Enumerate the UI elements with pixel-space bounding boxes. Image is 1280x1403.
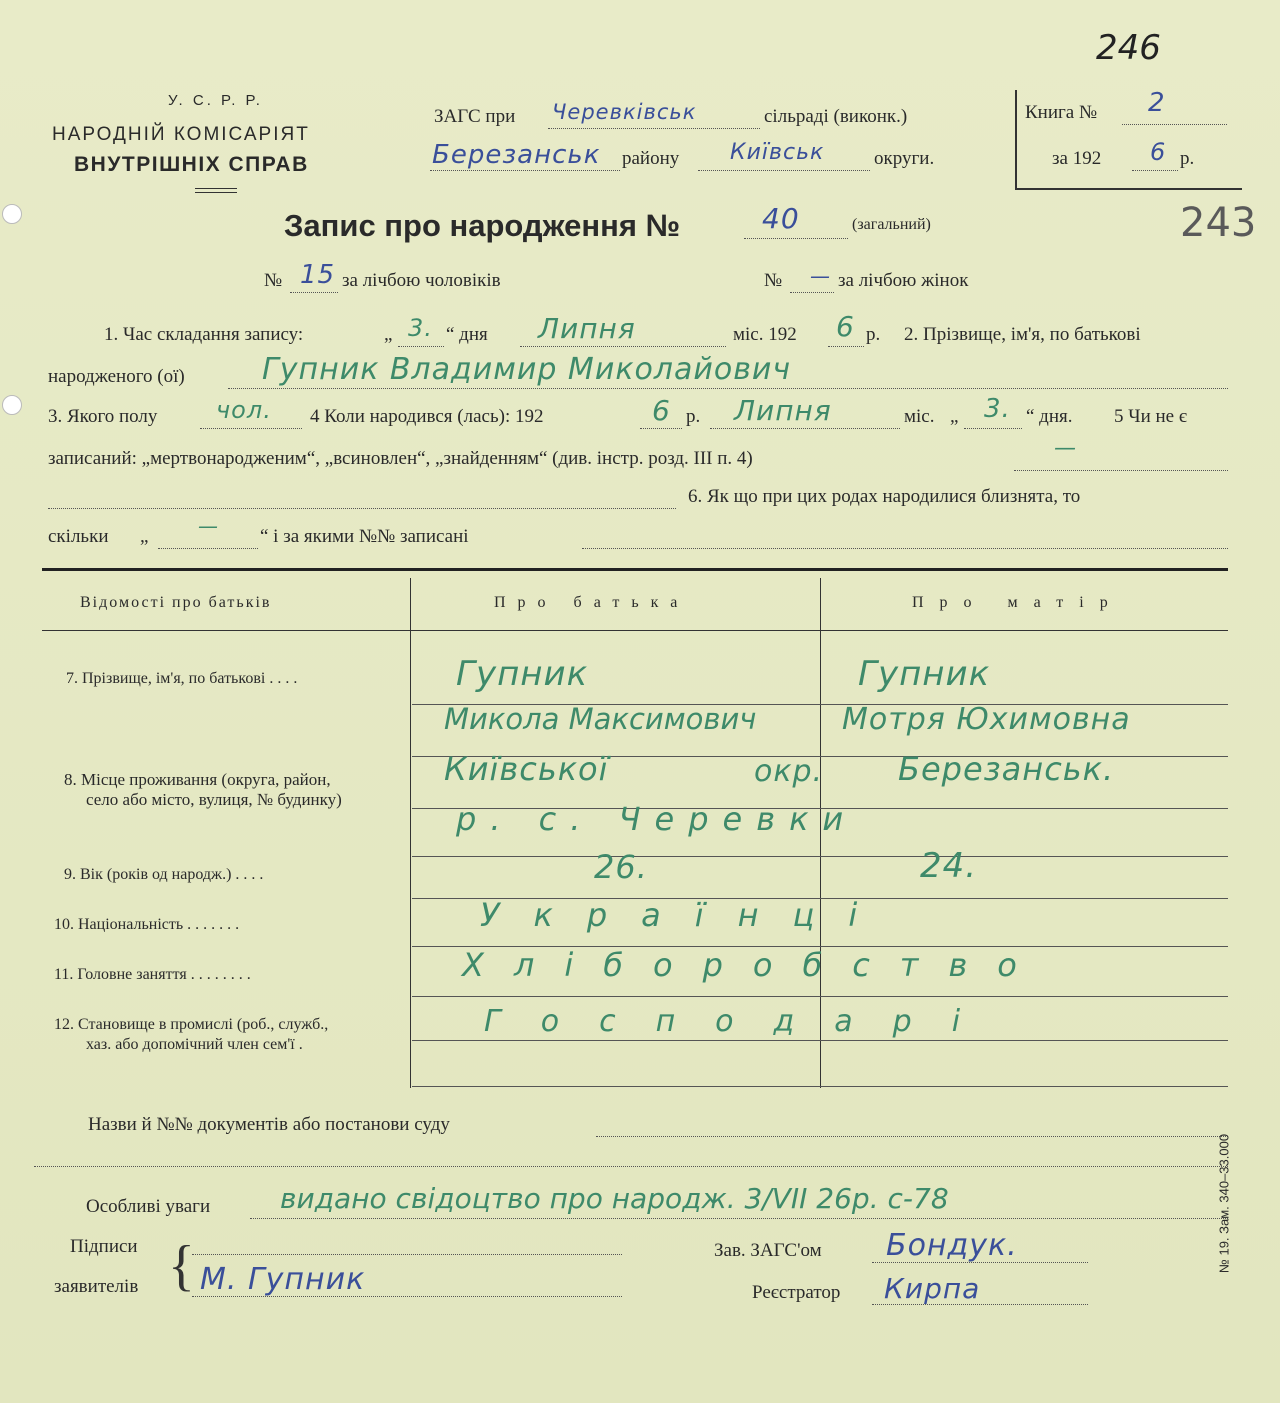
table-top-rule	[42, 568, 1228, 571]
republic-label: У. С. Р. Р.	[168, 92, 263, 109]
f3-line	[200, 428, 302, 429]
f1-day-label: “ дня	[446, 324, 488, 345]
ministry-line1: НАРОДНІЙ КОМІСАРІЯТ	[52, 124, 310, 145]
district-label: району	[622, 148, 680, 169]
registrar-signature: Кирпа	[884, 1272, 981, 1305]
father-residence: Київської	[444, 750, 609, 788]
year-suffix: р.	[1180, 148, 1195, 169]
book-number: 2	[1148, 88, 1166, 118]
table-header-parents: Відомості про батьків	[80, 594, 272, 611]
sign-brace: {	[168, 1235, 195, 1297]
zags-village-line	[548, 128, 760, 129]
archive-number-top: 246	[1096, 28, 1161, 68]
applicant-line-1	[192, 1254, 622, 1255]
district-value: Березанськ	[432, 140, 601, 170]
men-no-label: №	[264, 270, 283, 291]
f4-year-line	[640, 428, 682, 429]
residence-okr: окр.	[754, 754, 824, 789]
row-label-status-2: хаз. або допомічний член сем'ї .	[86, 1036, 303, 1053]
record-number-line	[744, 238, 848, 239]
registrar-label: Реєстратор	[752, 1282, 841, 1303]
punch-hole	[2, 395, 22, 415]
f5-value: —	[1054, 436, 1077, 461]
men-no-line	[290, 292, 338, 293]
mother-residence: Березанськ.	[898, 750, 1115, 788]
f6-label2a: скільки	[48, 526, 109, 547]
women-label: за лічбою жінок	[838, 270, 969, 291]
record-number: 40	[762, 202, 800, 235]
okruha-line	[698, 170, 870, 171]
mother-surname: Гупник	[858, 654, 991, 694]
table-header-father: Про батька	[494, 594, 690, 611]
notes-line	[250, 1218, 1228, 1219]
f6-value: —	[198, 514, 219, 538]
docs-line	[596, 1136, 1228, 1137]
f6-label2b: „	[140, 526, 149, 547]
docs-line-2	[34, 1166, 1228, 1167]
row-label-status: 12. Становище в промислі (роб., служб.,	[54, 1016, 329, 1033]
f1-month-line	[520, 346, 726, 347]
f1-month-label: міс. 192	[733, 324, 797, 345]
nationality-value: Українці	[480, 896, 892, 934]
head-signature: Бондук.	[886, 1228, 1018, 1263]
f3-value: чол.	[216, 396, 272, 424]
father-age: 26.	[594, 848, 648, 886]
men-label: за лічбою чоловіків	[342, 270, 501, 291]
occupation-value: Хліборобство	[462, 946, 1047, 984]
year-value: 6	[1150, 138, 1167, 166]
f4-year: 6	[652, 394, 671, 427]
father-residence-2: р. с. Черевки	[456, 800, 858, 838]
table-row-line	[412, 1086, 1228, 1087]
okruha-label: округи.	[874, 148, 935, 169]
notes-label: Особливі уваги	[86, 1196, 211, 1217]
zags-village-value: Черевківськ	[552, 100, 697, 124]
f1-year: 6	[836, 310, 855, 343]
f2-label: 2. Прізвище, ім'я, по батькові	[904, 324, 1141, 345]
record-title: Запис про народження №	[284, 208, 681, 243]
f4-day-label: “ дня.	[1026, 406, 1073, 427]
punch-hole	[2, 204, 22, 224]
f5-label: 5 Чи не є	[1114, 406, 1188, 427]
notes-value: видано свідоцтво про народж. 3/VII 26р. с-78	[280, 1182, 949, 1215]
table-header-mother: Про матір	[912, 594, 1124, 611]
f4-day-line	[964, 428, 1022, 429]
table-row-line	[412, 996, 1228, 997]
mother-given-name: Мотря Юхимовна	[842, 702, 1131, 737]
table-header-rule	[42, 630, 1228, 631]
f2-line	[228, 388, 1228, 389]
f4-day: 3.	[984, 394, 1011, 424]
row-label-age: 9. Вік (років од народж.) . . . .	[64, 866, 264, 883]
f5-line	[1014, 470, 1228, 471]
women-no-label: №	[764, 270, 783, 291]
f4-month-line	[710, 428, 900, 429]
table-row-line	[412, 856, 1228, 857]
f3-label: 3. Якого полу	[48, 406, 158, 427]
row-label-occupation: 11. Головне заняття . . . . . . . .	[54, 966, 251, 983]
mother-age: 24.	[920, 846, 978, 886]
f2-value: Гупник Владимир Миколайович	[262, 352, 792, 387]
row-label-nationality: 10. Національність . . . . . . .	[54, 916, 240, 933]
status-value: Господарі	[484, 1004, 1001, 1039]
f1-day-line	[398, 346, 444, 347]
f1-day-q: „	[384, 324, 393, 345]
f6-count-line	[158, 548, 258, 549]
f4-year-suffix: р.	[686, 406, 701, 427]
f1-year-suffix: р.	[866, 324, 881, 345]
year-label: за 192	[1052, 148, 1102, 169]
print-info: № 19. Зам. 340–33.000	[1216, 1133, 1232, 1274]
head-label: Зав. ЗАГС'ом	[714, 1240, 822, 1261]
f5-extra-line	[48, 508, 676, 509]
men-no-value: 15	[300, 260, 336, 290]
f4-label: 4 Коли народився (лась): 192	[310, 406, 544, 427]
sign-label-2: заявителів	[54, 1276, 139, 1297]
f5-label2: записаний: „мертвонародженим“, „всиновлен“, „знайденням“ (див. інстр. розд. III п. 4)	[48, 448, 753, 469]
district-line	[430, 170, 620, 171]
table-row-line	[412, 1040, 1228, 1041]
book-number-line	[1122, 124, 1227, 125]
zags-prefix: ЗАГС при	[434, 106, 516, 127]
f1-year-line	[828, 346, 864, 347]
father-given-name: Микола Максимович	[444, 702, 757, 736]
archive-number-side: 243	[1180, 200, 1257, 246]
row-label-residence-2: село або місто, вулиця, № будинку)	[86, 790, 342, 809]
record-title-suffix: (загальний)	[852, 216, 931, 233]
f6-label: 6. Як що при цих родах народилися близнята, то	[688, 486, 1081, 507]
father-surname: Гупник	[456, 654, 589, 694]
f6-label2c: “ і за якими №№ записані	[260, 526, 469, 547]
okruha-value: Київськ	[730, 140, 825, 165]
ministry-line2: ВНУТРІШНІХ СПРАВ	[74, 153, 309, 176]
docs-label: Назви й №№ документів або постанови суду	[88, 1114, 450, 1135]
header-divider	[195, 188, 237, 193]
f4-month: Липня	[734, 394, 832, 427]
book-label: Книга №	[1025, 102, 1098, 123]
f1-label: 1. Час складання запису:	[104, 324, 304, 345]
f2-label2: народженого (ої)	[48, 366, 185, 387]
women-no-line	[790, 292, 834, 293]
row-label-residence: 8. Місце проживання (округа, район,	[64, 770, 331, 789]
f4-day-q: „	[950, 406, 959, 427]
zags-suffix: сільраді (виконк.)	[764, 106, 908, 127]
applicant-signature: М. Гупник	[200, 1262, 366, 1297]
women-no-value: —	[810, 264, 831, 288]
f6-numbers-line	[582, 548, 1228, 549]
f4-month-label: міс.	[904, 406, 935, 427]
f1-month: Липня	[538, 312, 636, 345]
year-line	[1132, 170, 1178, 171]
f1-day: 3.	[408, 314, 433, 342]
row-label-name: 7. Прізвище, ім'я, по батькові . . . .	[66, 670, 298, 687]
sign-label-1: Підписи	[70, 1236, 138, 1257]
table-divider-1	[410, 578, 411, 1088]
